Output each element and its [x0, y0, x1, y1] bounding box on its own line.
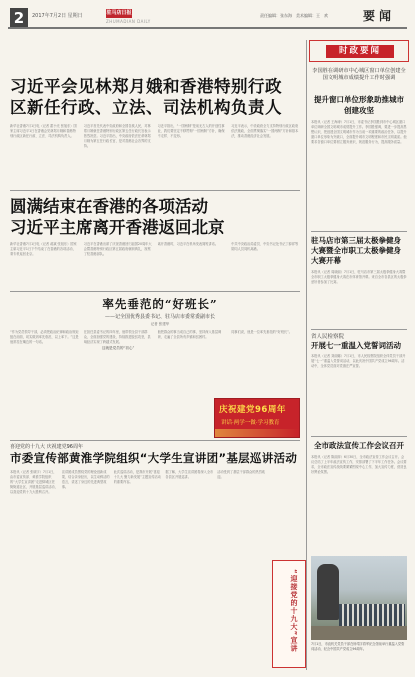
masthead	[8, 6, 407, 36]
text-column: 活动受到了基层干部群众的热烈欢迎。	[217, 470, 265, 479]
rc-story3-kicker: 省人民检察院	[311, 334, 345, 340]
crowd-shape	[339, 604, 405, 626]
section-name: 要闻	[363, 9, 396, 23]
rc-story3-headline: 开展七一重温入党誓词活动	[311, 341, 401, 350]
divider	[311, 329, 407, 330]
rc-story2-body: 本报讯（记者 周晓丽）7月1日，驻马店市第三届太极拳健身大赛暨全市职工太极拳健身大赛在市体育馆开幕。来自全市各县区的太极拳爱好者参加了比赛。	[311, 270, 407, 284]
rc-story4-body: 本报讯（记者 陈丽萍）6月30日，全市政法宣传工作会议召开。会议总结了上半年政法宣传工作，安排部署了下半年工作任务。会议要求，全市政法宣传战线要紧紧围绕中心工作，加大宣传力度，营造良好舆论氛围。	[311, 455, 407, 474]
news-section-tag	[309, 40, 409, 62]
banner-decoration	[215, 429, 299, 437]
commentary-title: 率先垂范的“好班长”	[102, 297, 218, 311]
banner-slogan: 讲话·两学一做·学习教育	[221, 420, 280, 426]
inline-subheading: 这就是党员的“初心”	[101, 346, 135, 350]
news-photo	[311, 556, 407, 640]
editors-line: 责任编辑：张东海 美术编辑：王 欢	[260, 13, 328, 18]
text-column: 他把群众的事当成自己的事，坚持深入基层调研，走遍了全县所有乡镇和贫困村。	[157, 330, 222, 339]
photo-caption: 7月1日，市直机关党员干部在杨靖宇将军纪念馆前举行重温入党誓词活动，纪念中国共产党成立96周年。	[311, 642, 405, 651]
second-headline-line: 圆满结束在香港的各项活动	[10, 197, 208, 216]
second-headline-line: 习近平主席离开香港返回北京	[10, 218, 225, 237]
second-body	[10, 242, 300, 288]
text-column: 同事们说，他是一位率先垂范的“好班长”。	[231, 330, 292, 334]
news-section-label: 时政要闻	[326, 45, 394, 58]
quote-box	[272, 560, 306, 668]
text-column: 习近平指出，“一国两制”是前无古人的开创性事业，我们要坚定不移贯彻“一国两制”方针，确保不走样、不变形。	[157, 124, 225, 138]
text-column: 宣讲团成员围绕党的理论创新成果，结合亲身经历，以生动鲜活的语言，讲述了身边的先进典型故事。	[61, 470, 110, 489]
divider	[10, 190, 300, 191]
lead-body	[10, 124, 300, 184]
rc-story1-headline: 提升窗口单位形象助推城市创建攻坚	[314, 95, 404, 115]
text-column: 据了解，大学生宣讲团将深入全市各县区开展巡讲。	[165, 470, 214, 479]
paper-logo: 驻马店日报	[106, 10, 132, 16]
rc-story2-headline: 驻马店市第三届太极拳健身大赛暨全市职工太极拳健身大赛开幕	[311, 236, 401, 265]
rc-story4-headline: 全市政法宣传工作会议召开	[314, 441, 404, 450]
rc-story1-kicker: 李国胜在调研市中心城区窗口单位创建全国文明城市成绩提升工作时强调	[312, 68, 406, 81]
text-column: 此次巡讲活动，是我市开展“喜迎十九大 聚力新发展”主题宣传活动的重要内容。	[113, 470, 161, 484]
bottom-body	[10, 470, 265, 670]
quote-text: “迎接党的十九大”宣讲	[290, 569, 298, 653]
divider	[10, 440, 300, 441]
text-column: 本报讯（记者 张晓宇）7月1日，由市委宣传部、黄淮学院组织的“大学生宣讲团”走进驿城区老街街道社区，开展基层巡讲活动，以喜迎党的十九大胜利召开。	[10, 470, 58, 494]
rc-story3-body: 本报讯（记者 刘丽娜）7月1日，市人民检察院组织全体党员干部开展“七一”重温入党誓词活动，以此庆祝中国共产党成立96周年。活动中，全体党员面对党旗庄严宣誓。	[311, 354, 406, 368]
text-column: 习近平在香港出席了庆祝香港回归祖国20周年大会暨香港特别行政区第五届政府就职典礼，视察了驻香港部队。	[83, 242, 152, 256]
text-column: 习近平表示，中央政府全力支持特别行政区政府依法施政，全面贯彻落实“一国两制”方针和基本法，推动香港经济社会发展。	[231, 124, 299, 138]
text-column-paragraph: 在担任县委书记的四年里，他带领全县干部群众，全面加强党的建设，持续推进脱贫攻坚，县域经济实现了跨越式发展。	[83, 330, 151, 344]
second-headline	[10, 196, 300, 238]
divider	[10, 291, 300, 292]
lead-headline-line: 习近平会见林郑月娥和香港特别行政	[10, 77, 282, 96]
date-line: 2017年7月2日 星期日	[32, 13, 83, 19]
text-column: 中共中央政治局委员、中央书记处书记丁薛祥等陪同人员同机离港。	[231, 242, 299, 251]
commentary-author: 记者 张建华	[150, 322, 170, 326]
lead-headline-line: 区新任行政、立法、司法机构负责人	[10, 98, 282, 117]
lead-headline	[10, 76, 300, 118]
divider	[311, 231, 407, 232]
anniversary-banner	[214, 398, 300, 438]
statue-shape	[317, 564, 339, 620]
divider	[311, 436, 407, 437]
text-column: “作为党员领导干部，必须把政治纪律和政治规矩挺在前面，切实做到率先垂范、以上率下。”这是他常挂在嘴边的一句话。	[10, 330, 79, 344]
ground-shape	[311, 626, 407, 640]
commentary-subtitle: ——记全国优秀县委书记、驻马店市委常委副市长	[104, 314, 215, 320]
text-column: 离开香港时，习近平在机场发表简短讲话。	[157, 242, 219, 246]
masthead-rule	[8, 27, 407, 29]
text-column	[84, 330, 153, 414]
text-column: 新华社香港7月1日电（记者 郝斌 张旭东）国家主席习近平1日下午结束了在香港的各项活动，乘专机返回北京。	[10, 242, 77, 256]
text-column: 新华社香港7月1日电（记者 霍小光 张旭东）国家主席习近平1日在香港会见林郑月娥和香港特别行政区新任行政、立法、司法机构负责人。	[10, 124, 77, 138]
bottom-kicker: 喜迎党的十九大 庆祝建党96周年	[10, 444, 83, 450]
bottom-headline: 市委宣传部黄淮学院组织“大学生宣讲团”基层巡讲活动	[10, 451, 298, 465]
rc-story1-body: 本报讯（记者 王海涛）7月1日，市委书记李国胜到市中心城区窗口单位调研全国文明城市成绩提升工作。李国胜强调，要进一步提高思想认识，把创建全国文明城市作为当前一项重要的政治任务，以提升窗口单位形象为突破口，全面提升城市文明程度和市民文明素质。他要求各窗口单位要树立服务意识，规范服务行为，提高服务质量。	[311, 120, 407, 144]
page-number: 2	[10, 8, 28, 28]
text-column: 习近平首先代表中央政府和全国各族人民，对林郑月娥就任香港特别行政区第五任行政长官表示热烈祝贺。习近平指出，中央政府依法任命林郑月娥为第五任行政长官，是对香港社会各界的支持。	[83, 124, 151, 148]
paper-subtitle: ZHUMADIAN DAILY	[106, 19, 151, 24]
column-divider	[306, 40, 307, 670]
banner-title: 庆祝建党96周年	[219, 405, 286, 415]
